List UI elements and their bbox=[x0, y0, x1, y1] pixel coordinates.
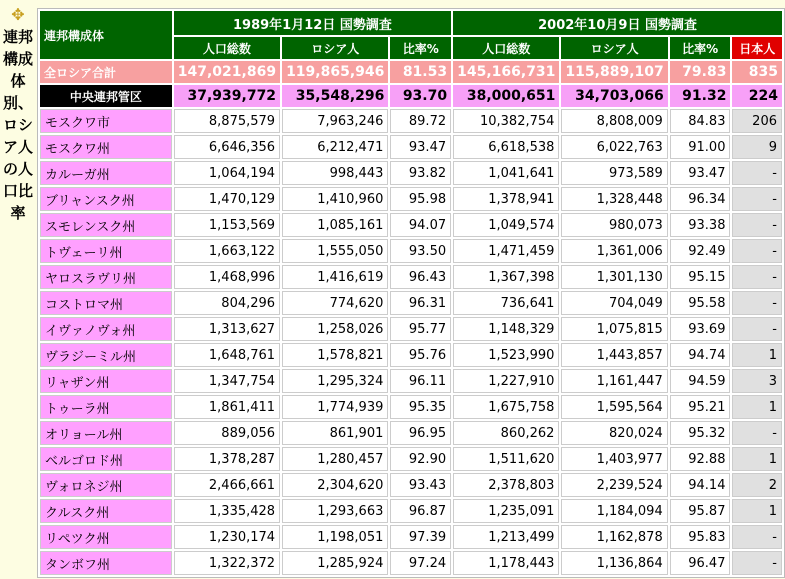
population-table bbox=[37, 8, 785, 578]
cell-ratio-2002: 94.14 bbox=[670, 473, 731, 497]
cell-japanese: 3 bbox=[732, 369, 782, 393]
cell-ratio-2002: 95.15 bbox=[670, 265, 731, 289]
table-row bbox=[40, 369, 782, 393]
col-header-russian-1989: ロシア人 bbox=[282, 37, 388, 59]
cell-ratio-2002: 96.34 bbox=[670, 187, 731, 211]
cell-japanese: 1 bbox=[732, 447, 782, 471]
cell-ratio-2002: 94.59 bbox=[670, 369, 731, 393]
census-1989-header: 1989年1月12日 国勢調査 bbox=[174, 11, 451, 35]
cell-russian-2002: 6,022,763 bbox=[561, 135, 667, 159]
cell-ratio-1989: 93.47 bbox=[390, 135, 451, 159]
region-name: リャザン州 bbox=[40, 369, 172, 393]
cell-russian-1989: 1,085,161 bbox=[282, 213, 388, 237]
cell-japanese: 1 bbox=[732, 343, 782, 367]
cell-total-1989: 1,861,411 bbox=[174, 395, 280, 419]
census-2002-header: 2002年10月9日 国勢調査 bbox=[453, 11, 782, 35]
side-panel bbox=[0, 6, 36, 224]
table-row bbox=[40, 473, 782, 497]
cell-russian-1989: 1,258,026 bbox=[282, 317, 388, 341]
cell-russian-2002: 8,808,009 bbox=[561, 109, 667, 133]
cell-total-2002: 6,618,538 bbox=[453, 135, 559, 159]
region-name: ベルゴロド州 bbox=[40, 447, 172, 471]
region-name: モスクワ市 bbox=[40, 109, 172, 133]
cell-ratio-1989: 95.35 bbox=[390, 395, 451, 419]
cell-total-1989: 1,313,627 bbox=[174, 317, 280, 341]
cell-total-2002: 1,471,459 bbox=[453, 239, 559, 263]
cell-russian-2002: 704,049 bbox=[561, 291, 667, 315]
col-header-total-2002: 人口総数 bbox=[453, 37, 559, 59]
corner-header: 連邦構成体 bbox=[40, 11, 172, 59]
col-header-total-1989: 人口総数 bbox=[174, 37, 280, 59]
cell-japanese: 1 bbox=[732, 499, 782, 523]
cell-ratio-1989: 95.77 bbox=[390, 317, 451, 341]
cell-russian-1989: 1,555,050 bbox=[282, 239, 388, 263]
table-row bbox=[40, 343, 782, 367]
cell-russian-1989: 774,620 bbox=[282, 291, 388, 315]
cell-russian-2002: 1,161,447 bbox=[561, 369, 667, 393]
cell-total-2002: 1,227,910 bbox=[453, 369, 559, 393]
cell-ratio-1989: 94.07 bbox=[390, 213, 451, 237]
cell-total-2002: 10,382,754 bbox=[453, 109, 559, 133]
cell-total-1989: 1,648,761 bbox=[174, 343, 280, 367]
cell-russian-2002: 1,443,857 bbox=[561, 343, 667, 367]
cell-japanese: - bbox=[732, 213, 782, 237]
cell-total-2002: 38,000,651 bbox=[453, 85, 559, 107]
cell-total-2002: 1,041,641 bbox=[453, 161, 559, 185]
region-name: ヴラジーミル州 bbox=[40, 343, 172, 367]
cell-total-1989: 1,335,428 bbox=[174, 499, 280, 523]
cell-total-1989: 889,056 bbox=[174, 421, 280, 445]
cell-russian-1989: 1,285,924 bbox=[282, 551, 388, 575]
cell-russian-1989: 1,410,960 bbox=[282, 187, 388, 211]
table-row bbox=[40, 421, 782, 445]
cell-total-2002: 1,235,091 bbox=[453, 499, 559, 523]
cell-russian-2002: 1,403,977 bbox=[561, 447, 667, 471]
cell-russian-1989: 1,198,051 bbox=[282, 525, 388, 549]
cell-ratio-2002: 93.69 bbox=[670, 317, 731, 341]
cell-russian-1989: 861,901 bbox=[282, 421, 388, 445]
cell-total-1989: 1,470,129 bbox=[174, 187, 280, 211]
cell-ratio-1989: 92.90 bbox=[390, 447, 451, 471]
cell-japanese: - bbox=[732, 265, 782, 289]
cell-japanese: 1 bbox=[732, 395, 782, 419]
cell-russian-2002: 1,595,564 bbox=[561, 395, 667, 419]
cell-total-1989: 1,322,372 bbox=[174, 551, 280, 575]
cell-russian-1989: 1,416,619 bbox=[282, 265, 388, 289]
cell-total-1989: 1,378,287 bbox=[174, 447, 280, 471]
cell-japanese: - bbox=[732, 291, 782, 315]
table-row bbox=[40, 239, 782, 263]
cell-total-2002: 1,049,574 bbox=[453, 213, 559, 237]
cell-total-2002: 1,378,941 bbox=[453, 187, 559, 211]
region-name: ヤロスラヴリ州 bbox=[40, 265, 172, 289]
cell-ratio-2002: 96.47 bbox=[670, 551, 731, 575]
region-name: カルーガ州 bbox=[40, 161, 172, 185]
cell-russian-1989: 119,865,946 bbox=[282, 61, 388, 83]
cell-japanese: - bbox=[732, 161, 782, 185]
cell-total-2002: 1,367,398 bbox=[453, 265, 559, 289]
cell-japanese: - bbox=[732, 239, 782, 263]
col-header-japanese: 日本人 bbox=[732, 37, 782, 59]
cell-ratio-2002: 84.83 bbox=[670, 109, 731, 133]
cell-japanese: 9 bbox=[732, 135, 782, 159]
cell-japanese: - bbox=[732, 187, 782, 211]
cell-russian-1989: 1,295,324 bbox=[282, 369, 388, 393]
table-row bbox=[40, 525, 782, 549]
table-row bbox=[40, 213, 782, 237]
cell-japanese: 206 bbox=[732, 109, 782, 133]
cell-ratio-2002: 95.32 bbox=[670, 421, 731, 445]
cell-russian-2002: 1,301,130 bbox=[561, 265, 667, 289]
cell-ratio-2002: 92.88 bbox=[670, 447, 731, 471]
cell-ratio-1989: 93.50 bbox=[390, 239, 451, 263]
cell-total-1989: 1,347,754 bbox=[174, 369, 280, 393]
cell-russian-2002: 973,589 bbox=[561, 161, 667, 185]
cell-russian-1989: 1,293,663 bbox=[282, 499, 388, 523]
cell-total-1989: 804,296 bbox=[174, 291, 280, 315]
cell-russian-1989: 1,280,457 bbox=[282, 447, 388, 471]
region-name: ヴォロネジ州 bbox=[40, 473, 172, 497]
cell-ratio-1989: 95.98 bbox=[390, 187, 451, 211]
cell-ratio-2002: 95.21 bbox=[670, 395, 731, 419]
table-row bbox=[40, 551, 782, 575]
cell-total-2002: 860,262 bbox=[453, 421, 559, 445]
cell-total-2002: 1,675,758 bbox=[453, 395, 559, 419]
cell-ratio-2002: 93.38 bbox=[670, 213, 731, 237]
cell-russian-1989: 1,578,821 bbox=[282, 343, 388, 367]
cell-russian-1989: 7,963,246 bbox=[282, 109, 388, 133]
table-row bbox=[40, 291, 782, 315]
cell-ratio-1989: 93.43 bbox=[390, 473, 451, 497]
region-name: モスクワ州 bbox=[40, 135, 172, 159]
cell-ratio-2002: 94.74 bbox=[670, 343, 731, 367]
cell-russian-2002: 1,162,878 bbox=[561, 525, 667, 549]
table-row bbox=[40, 109, 782, 133]
cell-ratio-1989: 97.39 bbox=[390, 525, 451, 549]
region-name: タンボフ州 bbox=[40, 551, 172, 575]
cell-russian-1989: 998,443 bbox=[282, 161, 388, 185]
region-name: コストロマ州 bbox=[40, 291, 172, 315]
cell-ratio-2002: 91.00 bbox=[670, 135, 731, 159]
cell-russian-2002: 980,073 bbox=[561, 213, 667, 237]
cell-japanese: 2 bbox=[732, 473, 782, 497]
cell-russian-2002: 1,361,006 bbox=[561, 239, 667, 263]
cell-russian-2002: 820,024 bbox=[561, 421, 667, 445]
cell-ratio-2002: 95.87 bbox=[670, 499, 731, 523]
cell-ratio-1989: 93.82 bbox=[390, 161, 451, 185]
cell-ratio-2002: 93.47 bbox=[670, 161, 731, 185]
col-header-russian-2002: ロシア人 bbox=[561, 37, 667, 59]
table-row bbox=[40, 499, 782, 523]
cell-total-2002: 145,166,731 bbox=[453, 61, 559, 83]
region-name: 中央連邦管区 bbox=[40, 85, 172, 107]
cell-japanese: - bbox=[732, 551, 782, 575]
total-row bbox=[40, 61, 782, 83]
ornament-icon: ✥ bbox=[11, 5, 25, 24]
cell-total-2002: 1,213,499 bbox=[453, 525, 559, 549]
cell-russian-2002: 1,075,815 bbox=[561, 317, 667, 341]
cell-total-2002: 1,523,990 bbox=[453, 343, 559, 367]
cell-total-2002: 1,178,443 bbox=[453, 551, 559, 575]
side-title: 連邦構成体別、ロシア人の人口比率 bbox=[3, 28, 34, 222]
cell-russian-1989: 2,304,620 bbox=[282, 473, 388, 497]
cell-total-1989: 2,466,661 bbox=[174, 473, 280, 497]
table-row bbox=[40, 187, 782, 211]
central-district-row bbox=[40, 85, 782, 107]
cell-total-1989: 1,663,122 bbox=[174, 239, 280, 263]
cell-ratio-1989: 81.53 bbox=[390, 61, 451, 83]
region-name: クルスク州 bbox=[40, 499, 172, 523]
cell-ratio-1989: 96.95 bbox=[390, 421, 451, 445]
cell-russian-2002: 1,328,448 bbox=[561, 187, 667, 211]
cell-ratio-2002: 92.49 bbox=[670, 239, 731, 263]
cell-ratio-1989: 89.72 bbox=[390, 109, 451, 133]
cell-total-1989: 8,875,579 bbox=[174, 109, 280, 133]
cell-total-1989: 37,939,772 bbox=[174, 85, 280, 107]
col-header-ratio-2002: 比率% bbox=[670, 37, 731, 59]
region-name: オリョール州 bbox=[40, 421, 172, 445]
region-name: 全ロシア合計 bbox=[40, 61, 172, 83]
table-row bbox=[40, 317, 782, 341]
cell-ratio-1989: 96.43 bbox=[390, 265, 451, 289]
cell-russian-2002: 2,239,524 bbox=[561, 473, 667, 497]
cell-japanese: - bbox=[732, 525, 782, 549]
cell-ratio-2002: 95.58 bbox=[670, 291, 731, 315]
region-name: ブリャンスク州 bbox=[40, 187, 172, 211]
cell-japanese: - bbox=[732, 317, 782, 341]
cell-russian-1989: 35,548,296 bbox=[282, 85, 388, 107]
table-row bbox=[40, 265, 782, 289]
cell-ratio-1989: 93.70 bbox=[390, 85, 451, 107]
cell-russian-2002: 1,184,094 bbox=[561, 499, 667, 523]
cell-russian-1989: 1,774,939 bbox=[282, 395, 388, 419]
cell-total-1989: 1,153,569 bbox=[174, 213, 280, 237]
region-name: トヴェーリ州 bbox=[40, 239, 172, 263]
cell-russian-2002: 1,136,864 bbox=[561, 551, 667, 575]
table-row bbox=[40, 135, 782, 159]
cell-total-1989: 6,646,356 bbox=[174, 135, 280, 159]
region-name: リペツク州 bbox=[40, 525, 172, 549]
cell-japanese: - bbox=[732, 421, 782, 445]
cell-total-2002: 1,511,620 bbox=[453, 447, 559, 471]
table-row bbox=[40, 447, 782, 471]
cell-japanese: 835 bbox=[732, 61, 782, 83]
cell-total-2002: 736,641 bbox=[453, 291, 559, 315]
cell-ratio-2002: 79.83 bbox=[670, 61, 731, 83]
cell-japanese: 224 bbox=[732, 85, 782, 107]
cell-total-2002: 2,378,803 bbox=[453, 473, 559, 497]
cell-total-2002: 1,148,329 bbox=[453, 317, 559, 341]
cell-ratio-1989: 96.31 bbox=[390, 291, 451, 315]
region-name: イヴァノヴォ州 bbox=[40, 317, 172, 341]
region-name: スモレンスク州 bbox=[40, 213, 172, 237]
cell-total-1989: 147,021,869 bbox=[174, 61, 280, 83]
cell-ratio-2002: 91.32 bbox=[670, 85, 731, 107]
cell-ratio-1989: 95.76 bbox=[390, 343, 451, 367]
cell-ratio-1989: 96.87 bbox=[390, 499, 451, 523]
col-header-ratio-1989: 比率% bbox=[390, 37, 451, 59]
region-name: トゥーラ州 bbox=[40, 395, 172, 419]
cell-total-1989: 1,468,996 bbox=[174, 265, 280, 289]
cell-ratio-2002: 95.83 bbox=[670, 525, 731, 549]
cell-russian-1989: 6,212,471 bbox=[282, 135, 388, 159]
table-row bbox=[40, 161, 782, 185]
cell-total-1989: 1,064,194 bbox=[174, 161, 280, 185]
cell-russian-2002: 34,703,066 bbox=[561, 85, 667, 107]
cell-ratio-1989: 97.24 bbox=[390, 551, 451, 575]
table-row bbox=[40, 395, 782, 419]
cell-total-1989: 1,230,174 bbox=[174, 525, 280, 549]
cell-ratio-1989: 96.11 bbox=[390, 369, 451, 393]
cell-russian-2002: 115,889,107 bbox=[561, 61, 667, 83]
